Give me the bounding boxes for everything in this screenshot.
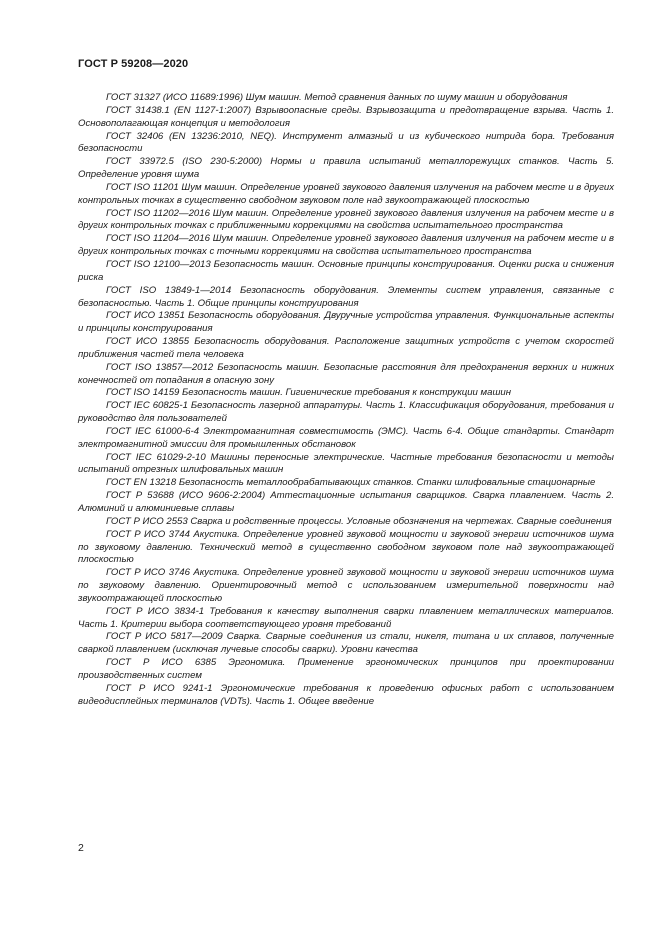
reference-entry: ГОСТ Р ИСО 3746 Акустика. Определение уровней звуковой мощности и звуковой энергии источников шума по звуковому давлению. Ориентировочный метод с использованием измерительной поверхности над звукоотражающей плоскостью	[78, 567, 614, 604]
document-header: ГОСТ Р 59208—2020	[78, 58, 189, 70]
page-number: 2	[78, 842, 84, 854]
normative-references-list	[78, 92, 614, 709]
reference-entry: ГОСТ Р 53688 (ИСО 9606-2:2004) Аттестационные испытания сварщиков. Сварка плавлением. Часть 2. Алюминий и алюминиевые сплавы	[78, 490, 614, 514]
reference-entry: ГОСТ Р ИСО 2553 Сварка и родственные процессы. Условные обозначения на чертежах. Сварные соединения	[106, 515, 612, 527]
reference-entry: ГОСТ ИСО 13851 Безопасность оборудования. Двуручные устройства управления. Функциональные аспекты и принципы конструирования	[78, 310, 614, 335]
reference-entry: ГОСТ ISO 11201 Шум машин. Определение уровней звукового давления излучения на рабочем месте и в других контрольных точках в существенно свободном звуковом поле над звукоотражающей плоскостью	[78, 181, 614, 206]
reference-entry: ГОСТ 32406 (EN 13236:2010, NEQ). Инструмент алмазный и из кубического нитрида бора. Требования безопасности	[78, 130, 614, 155]
reference-entry: ГОСТ ISO 13857—2012 Безопасность машин. Безопасные расстояния для предохранения верхних и нижних конечностей от попадания в опасную зону	[78, 361, 614, 386]
reference-entry: ГОСТ 31438.1 (EN 1127-1:2007) Взрывоопасные среды. Взрывозащита и предотвращение взрыва. Часть 1. Основополагающая концепция и методология	[78, 104, 614, 129]
reference-entry: ГОСТ EN 13218 Безопасность металлообрабатывающих станков. Станки шлифовальные стационарные	[106, 477, 596, 489]
reference-entry: ГОСТ ISO 13849-1—2014 Безопасность оборудования. Элементы систем управления, связанные с безопасностью. Часть 1. Общие принципы конструирования	[78, 284, 614, 309]
reference-entry: ГОСТ 33972.5 (ISO 230-5:2000) Нормы и правила испытаний металлорежущих станков. Часть 5. Определение уровня шума	[78, 156, 614, 181]
reference-entry: ГОСТ ИСО 13855 Безопасность оборудования. Расположение защитных устройств с учетом скоростей приближения частей тела человека	[78, 336, 614, 360]
reference-entry: ГОСТ Р ИСО 3834-1 Требования к качеству выполнения сварки плавлением металлических материалов. Часть 1. Критерии выбора соответствующего уровня требований	[78, 605, 614, 630]
reference-entry: ГОСТ IEC 60825-1 Безопасность лазерной аппаратуры. Часть 1. Классификация оборудования, требования и руководство для пользователей	[78, 400, 614, 425]
reference-entry: ГОСТ ISO 12100—2013 Безопасность машин. Основные принципы конструирования. Оценки риска и снижения риска	[78, 258, 614, 283]
reference-entry: ГОСТ ISO 11204—2016 Шум машин. Определение уровней звукового давления излучения на рабочем месте и в других контрольных точках с точными коррекциями на свойства испытательного пространства	[78, 233, 614, 258]
reference-entry: ГОСТ Р ИСО 9241-1 Эргономические требования к проведению офисных работ с использованием видеодисплейных терминалов (VDTs). Часть 1. Общее введение	[78, 682, 614, 707]
reference-entry: ГОСТ Р ИСО 6385 Эргономика. Применение эргономических принципов при проектировании производственных систем	[78, 657, 614, 681]
reference-entry: ГОСТ ISO 11202—2016 Шум машин. Определение уровней звукового давления излучения на рабочем месте и в других контрольных точках с приближенными коррекциями на свойства испытательного пространства	[78, 207, 614, 232]
reference-entry: ГОСТ IEC 61029-2-10 Машины переносные электрические. Частные требования безопасности и методы испытаний отрезных шлифовальных машин	[78, 451, 614, 476]
reference-entry: ГОСТ 31327 (ИСО 11689:1996) Шум машин. Метод сравнения данных по шуму машин и оборудования	[106, 92, 568, 103]
reference-entry: ГОСТ Р ИСО 3744 Акустика. Определение уровней звуковой мощности и звуковой энергии источников шума по звуковому давлению. Технический метод в существенно свободном звуковом поле над звукоотражающей плоскостью	[78, 528, 614, 566]
reference-entry: ГОСТ Р ИСО 5817—2009 Сварка. Сварные соединения из стали, никеля, титана и их сплавов, полученные сваркой плавлением (исключая лучевые способы сварки). Уровни качества	[78, 631, 614, 656]
reference-entry: ГОСТ IEC 61000-6-4 Электромагнитная совместимость (ЭМС). Часть 6-4. Общие стандарты. Стандарт электромагнитной эмиссии для промышленных обстановок	[78, 425, 614, 450]
reference-entry: ГОСТ ISO 14159 Безопасность машин. Гигиенические требования к конструкции машин	[106, 387, 512, 399]
